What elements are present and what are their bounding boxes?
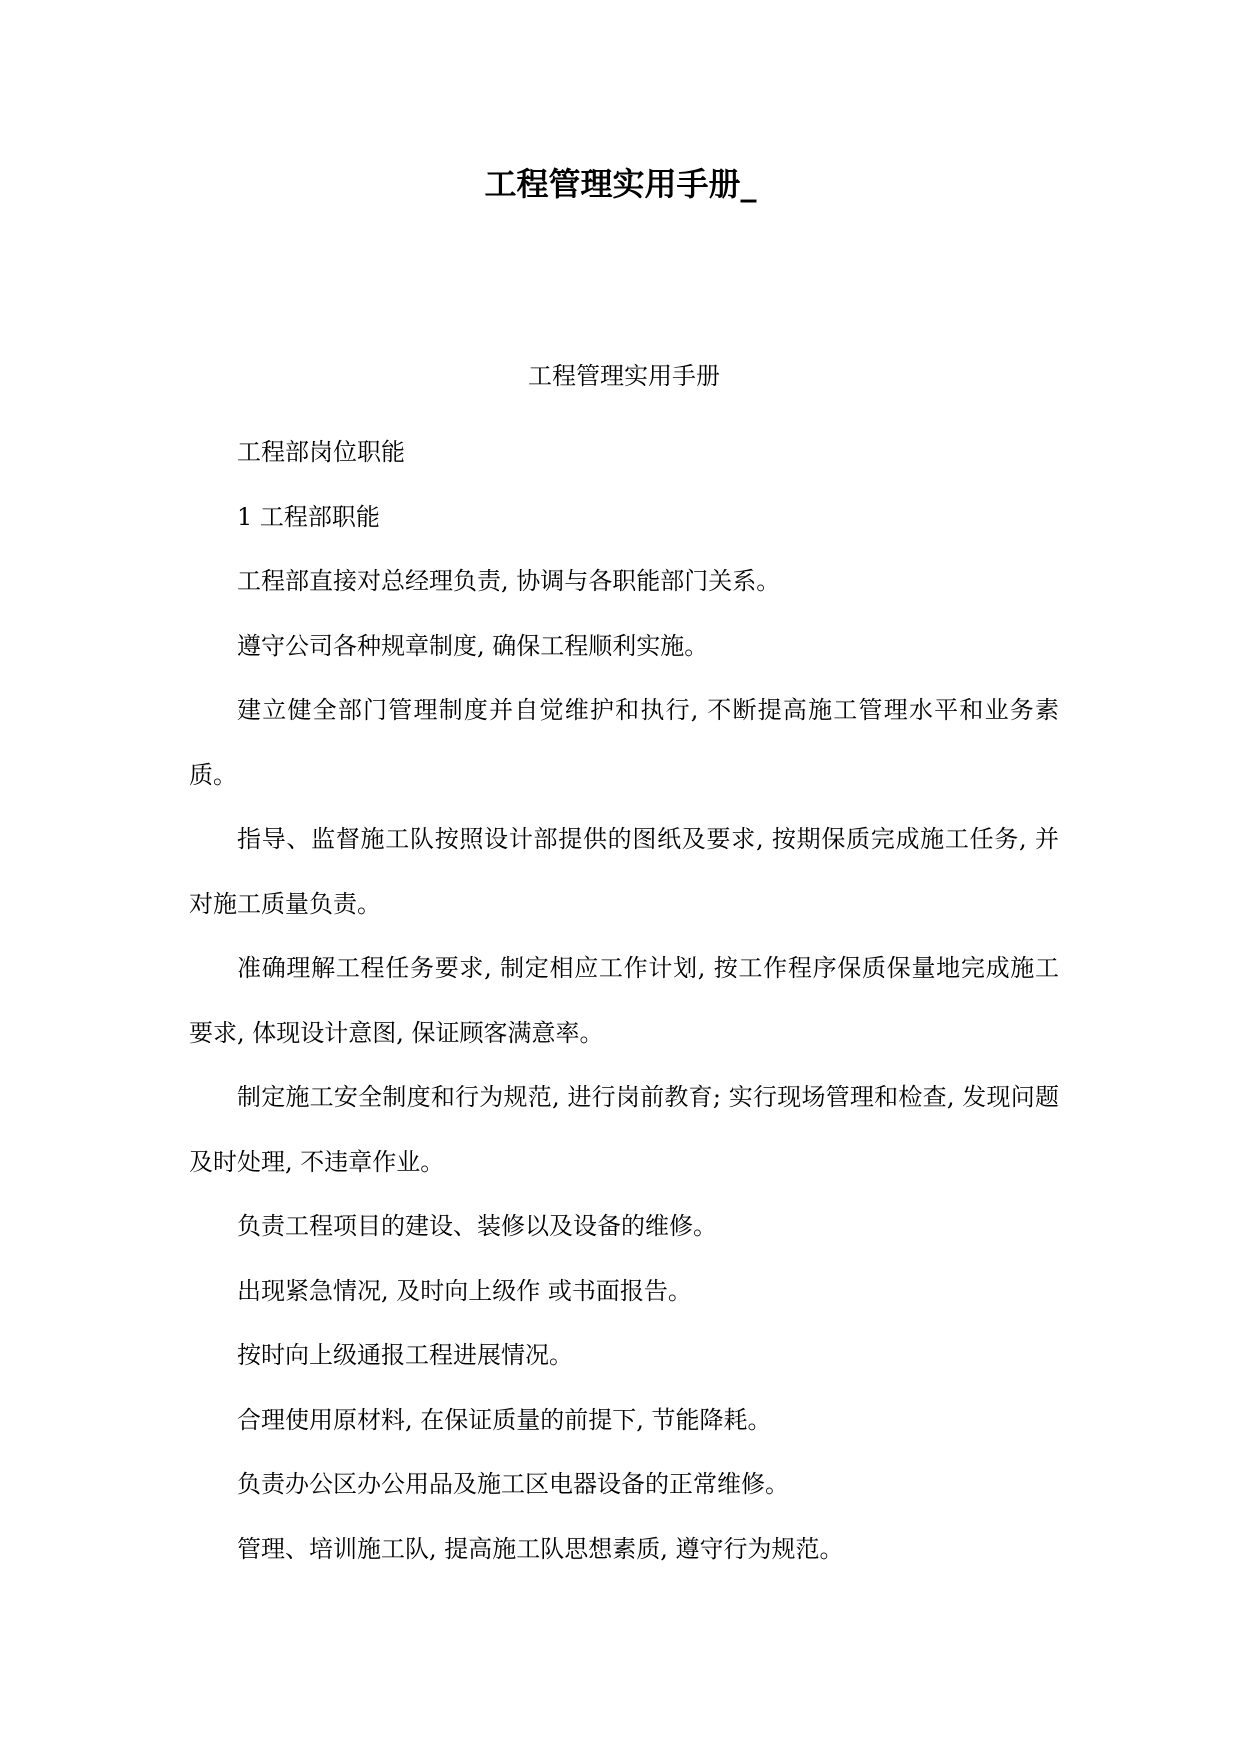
paragraph: 工程部岗位职能 <box>237 438 405 466</box>
paragraph: 出现紧急情况, 及时向上级作 或书面报告。 <box>237 1276 692 1305</box>
paragraph: 准确理解工程任务要求, 制定相应工作计划, 按工作程序保质保量地完成施工要求, 体现设计意图, 保证顾客满意率。 <box>189 954 1059 1047</box>
paragraph: 制定施工安全制度和行为规范, 进行岗前教育; 实行现场管理和检查, 发现问题及时处理, 不违章作业。 <box>189 1083 1059 1176</box>
paragraph: 工程部直接对总经理负责, 协调与各职能部门关系。 <box>237 567 781 595</box>
paragraph: 管理、培训施工队, 提高施工队思想素质, 遵守行为规范。 <box>237 1534 844 1563</box>
paragraph: 建立健全部门管理制度并自觉维护和执行, 不断提高施工管理水平和业务素质。 <box>189 696 1059 789</box>
paragraph: 负责工程项目的建设、装修以及设备的维修。 <box>237 1212 717 1240</box>
paragraph: 合理使用原材料, 在保证质量的前提下, 节能降耗。 <box>237 1405 772 1434</box>
document-title: 工程管理实用手册_ <box>484 165 757 203</box>
document-body <box>189 356 1059 1581</box>
paragraph: 1 工程部职能 <box>237 502 380 531</box>
paragraph: 按时向上级通报工程进展情况。 <box>237 1341 573 1369</box>
document-subtitle: 工程管理实用手册 <box>528 362 720 390</box>
paragraph: 负责办公区办公用品及施工区电器设备的正常维修。 <box>237 1470 789 1498</box>
paragraph: 遵守公司各种规章制度, 确保工程顺利实施。 <box>237 631 709 660</box>
paragraph: 指导、监督施工队按照设计部提供的图纸及要求, 按期保质完成施工任务, 并对施工质量负责。 <box>189 825 1059 918</box>
